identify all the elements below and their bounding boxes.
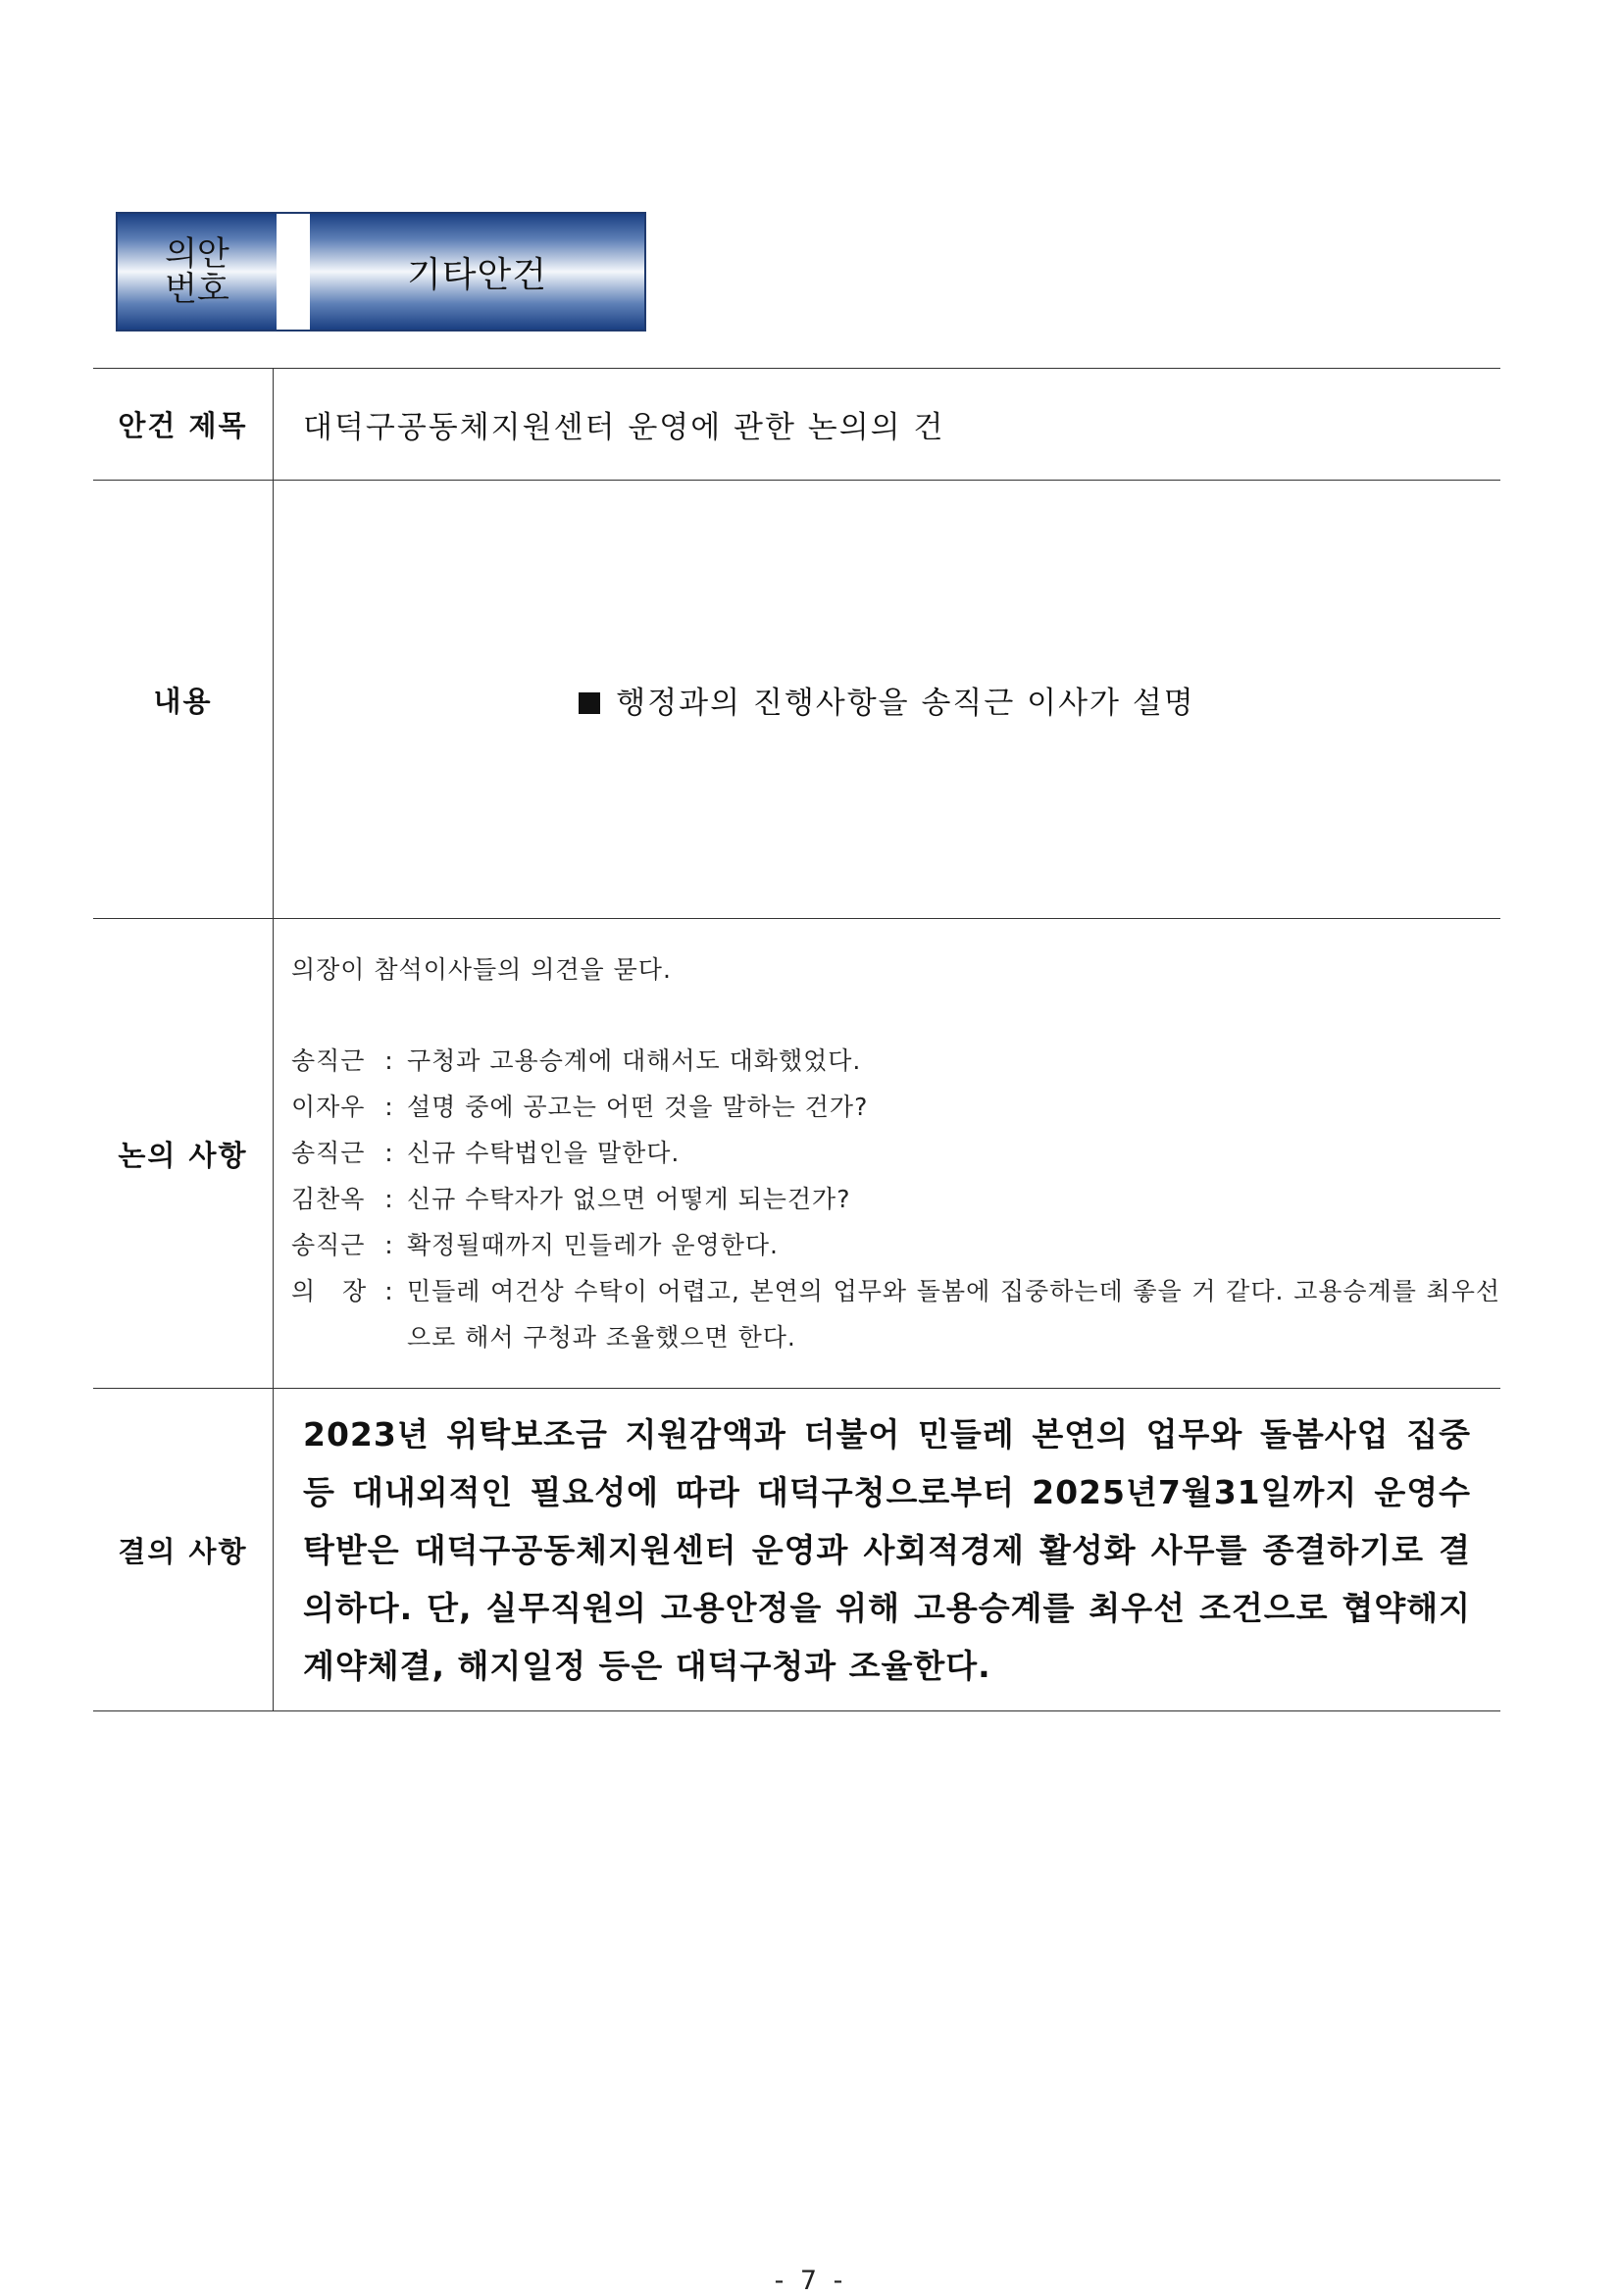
discussion-line: [291, 1176, 1500, 1222]
discussion-speaker: 송직근: [291, 1046, 366, 1075]
agenda-number-label: [165, 236, 229, 307]
agenda-table: [93, 368, 1500, 1711]
discussion-line: [291, 1222, 1500, 1268]
resolution-value: 2023년 위탁보조금 지원감액과 더불어 민들레 본연의 업무와 돌봄사업 집중 등 대내외적인 필요성에 따라 대덕구청으로부터 2025년7월31일까지 운영수탁받은 대덕구공동체지원센터 운영과 사회적경제 활성화 사무를 종결하기로 결의하다. 단, 실무직원의 고용안정을 위해 고용승계를 최우선 조건으로 협약해지 계약체결, 해지일정 등은 대덕구청과 조율한다.: [303, 1414, 1471, 1685]
discussion-speaker: 송직근: [291, 1231, 366, 1259]
discussion-cell: [274, 919, 1501, 1389]
badge-divider: [277, 214, 310, 330]
resolution-label: 결의 사항: [93, 1389, 274, 1711]
agenda-number-label-box: [118, 214, 277, 330]
content-line: [274, 678, 1500, 722]
discussion-line: [291, 1268, 1500, 1360]
discussion-body: [274, 946, 1500, 1360]
resolution-cell: [274, 1389, 1501, 1711]
row-content: [93, 481, 1500, 919]
page-number: - 7 -: [774, 2266, 847, 2296]
discussion-speaker: 의 장: [291, 1277, 368, 1305]
row-discussion: [93, 919, 1500, 1389]
discussion-text: 민들레 여건상 수탁이 어렵고, 본연의 업무와 돌봄에 집중하는데 좋을 거 같다. 고용승계를 최우선으로 해서 구청과 조율했으면 한다.: [407, 1277, 1500, 1352]
discussion-text: 신규 수탁자가 없으면 어떻게 되는건가?: [407, 1185, 851, 1213]
discussion-intro: 의장이 참석이사들의 의견을 묻다.: [291, 955, 672, 984]
agenda-number-label-line2: 번호: [165, 270, 229, 309]
discussion-speaker: 송직근: [291, 1139, 366, 1167]
agenda-title-cell: [274, 369, 1501, 481]
discussion-text: 신규 수탁법인을 말한다.: [407, 1139, 681, 1167]
discussion-line: [291, 1038, 1500, 1084]
agenda-number-badge: [116, 212, 646, 332]
content-label: 내용: [93, 481, 274, 919]
row-resolution: [93, 1389, 1500, 1711]
agenda-title-value: 대덕구공동체지원센터 운영에 관한 논의의 건: [303, 410, 945, 445]
discussion-label: 논의 사항: [93, 919, 274, 1389]
discussion-separator: :: [384, 1093, 394, 1121]
discussion-separator: :: [384, 1046, 394, 1075]
discussion-separator: :: [384, 1231, 394, 1259]
discussion-text: 설명 중에 공고는 어떤 것을 말하는 건가?: [407, 1093, 869, 1121]
content-cell: [274, 481, 1501, 919]
agenda-type-box: [310, 214, 644, 330]
agenda-title-label: 안건 제목: [93, 369, 274, 481]
discussion-separator: :: [384, 1185, 394, 1213]
square-bullet-icon: [579, 692, 600, 714]
discussion-separator: :: [384, 1139, 394, 1167]
discussion-separator: :: [384, 1277, 394, 1305]
discussion-line: [291, 1084, 1500, 1130]
row-agenda-title: [93, 369, 1500, 481]
discussion-speaker: 김찬옥: [291, 1185, 366, 1213]
discussion-speaker: 이자우: [291, 1093, 366, 1121]
content-value: 행정과의 진행사항을 송직근 이사가 설명: [616, 685, 1195, 721]
agenda-number-label-line1: 의안: [165, 234, 229, 274]
discussion-text: 확정될때까지 민들레가 운영한다.: [407, 1231, 779, 1259]
agenda-type-title: 기타안건: [406, 254, 548, 295]
discussion-text: 구청과 고용승계에 대해서도 대화했었다.: [407, 1046, 862, 1075]
discussion-line: [291, 1130, 1500, 1176]
